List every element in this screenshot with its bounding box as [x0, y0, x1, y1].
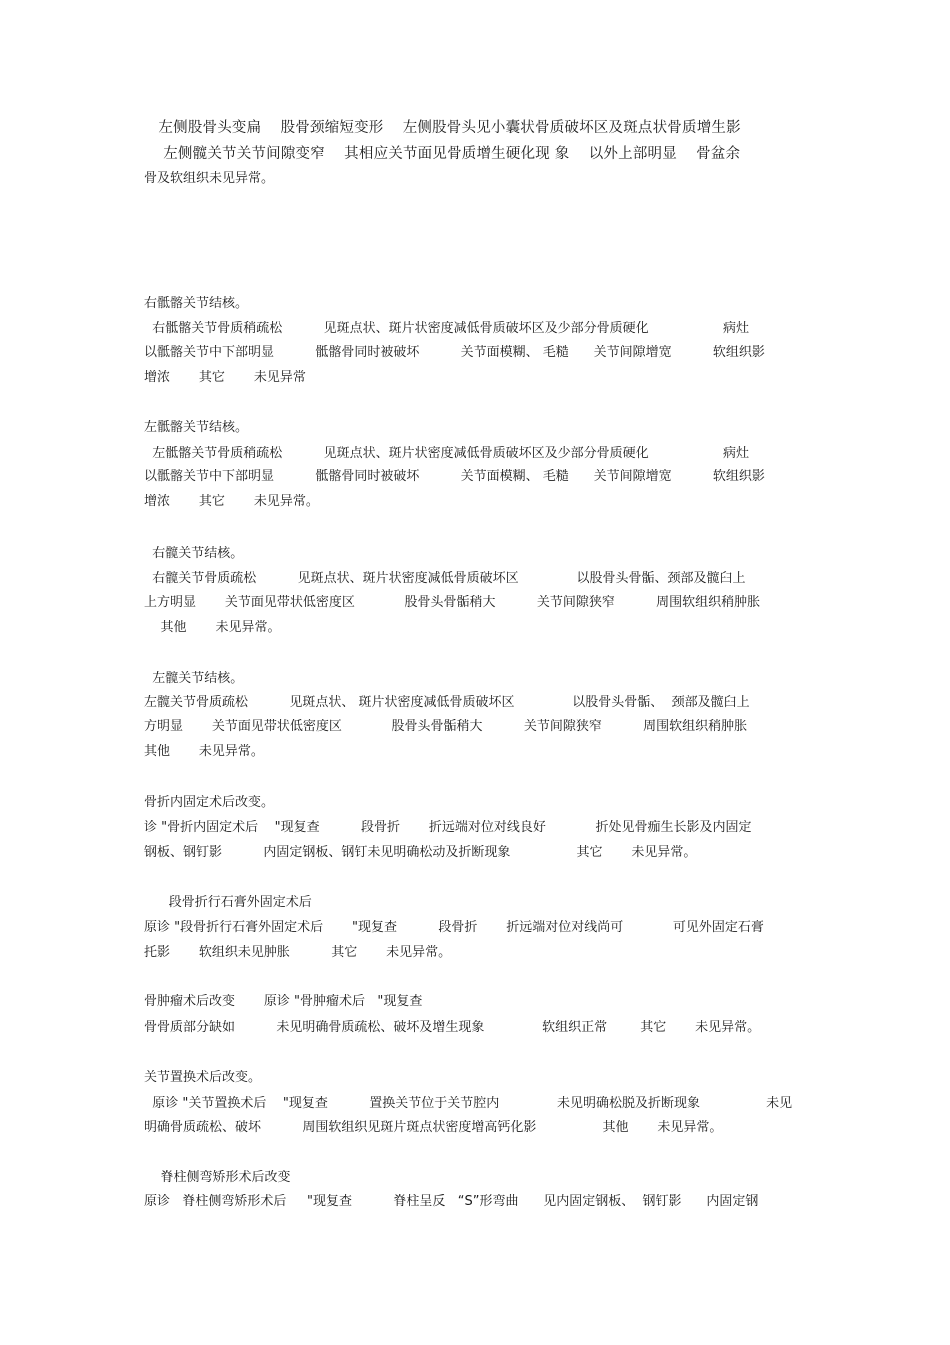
text-line: 钢板、钢钉影 内固定钢板、钢钉未见明确松动及折断现象 其它 未见异常。 [144, 845, 697, 860]
text-line: 骨骨质部分缺如 未见明确骨质疏松、破坏及增生现象 软组织正常 其它 未见异常。 [144, 1020, 761, 1035]
text-line: 其他 未见异常。 [144, 744, 264, 759]
section-heading: 右骶髂关节结核。 [144, 296, 249, 311]
text-line: 诊 "骨折内固定术后 "现复查 段骨折 折远端对位对线良好 折处见骨痂生长影及内固定 [144, 820, 752, 835]
text-line: 以骶髂关节中下部明显 骶髂骨同时被破坏 关节面模糊、 毛糙 关节间隙增宽 软组织影 [144, 345, 765, 360]
text-line: 托影 软组织未见肿胀 其它 未见异常。 [144, 945, 452, 960]
section-heading: 段骨折行石膏外固定术后 [144, 895, 312, 910]
text-line: 上方明显 关节面见带状低密度区 股骨头骨骺稍大 关节间隙狭窄 周围软组织稍肿胀 [144, 595, 761, 610]
text-line: 增浓 其它 未见异常 [144, 370, 306, 385]
text-line: 以骶髂关节中下部明显 骶髂骨同时被破坏 关节面模糊、 毛糙 关节间隙增宽 软组织影 [144, 469, 765, 484]
section-heading: 骨折内固定术后改变。 [144, 795, 275, 810]
text-line: 右骶髂关节骨质稍疏松 见斑点状、斑片状密度减低骨质破坏区及少部分骨质硬化 病灶 [144, 321, 749, 336]
text-line: 左骶髂关节骨质稍疏松 见斑点状、斑片状密度减低骨质破坏区及少部分骨质硬化 病灶 [144, 446, 749, 461]
text-line: 原诊 "关节置换术后 "现复查 置换关节位于关节腔内 未见明确松脱及折断现象 未见 [144, 1096, 793, 1111]
section-heading: 脊柱侧弯矫形术后改变 [144, 1170, 291, 1185]
text-line: 明确骨质疏松、破坏 周围软组织见斑片斑点状密度增高钙化影 其他 未见异常。 [144, 1120, 723, 1135]
text-line: 右髋关节骨质疏松 见斑点状、斑片状密度减低骨质破坏区 以股骨头骨骺、颈部及髋臼上 [144, 571, 746, 586]
section-heading: 骨肿瘤术后改变 原诊 "骨肿瘤术后 "现复查 [144, 994, 423, 1009]
section-heading: 左骶髂关节结核。 [144, 420, 249, 435]
section-heading: 关节置换术后改变。 [144, 1070, 262, 1085]
text-line: 原诊 脊柱侧弯矫形术后 "现复查 脊柱呈反 “S”形弯曲 见内固定钢板、 钢钉影 内固定钢 [144, 1194, 759, 1209]
section-heading: 右髋关节结核。 [144, 546, 244, 561]
text-line: 原诊 "段骨折行石膏外固定术后 "现复查 段骨折 折远端对位对线尚可 可见外固定石膏 [144, 920, 764, 935]
text-line: 方明显 关节面见带状低密度区 股骨头骨骺稍大 关节间隙狭窄 周围软组织稍肿胀 [144, 719, 748, 734]
text-line: 其他 未见异常。 [144, 620, 281, 635]
text-line: 左侧髋关节关节间隙变窄 其相应关节面见骨质增生硬化现 象 以外上部明显 骨盆余 [144, 146, 741, 162]
text-line: 增浓 其它 未见异常。 [144, 494, 319, 509]
text-line: 左侧股骨头变扁 股骨颈缩短变形 左侧股骨头见小囊状骨质破坏区及斑点状骨质增生影 [144, 120, 741, 136]
section-heading: 左髋关节结核。 [144, 671, 244, 686]
text-line: 骨及软组织未见异常。 [144, 171, 275, 186]
text-line: 左髋关节骨质疏松 见斑点状、 斑片状密度减低骨质破坏区 以股骨头骨骺、 颈部及髋臼上 [144, 695, 750, 710]
